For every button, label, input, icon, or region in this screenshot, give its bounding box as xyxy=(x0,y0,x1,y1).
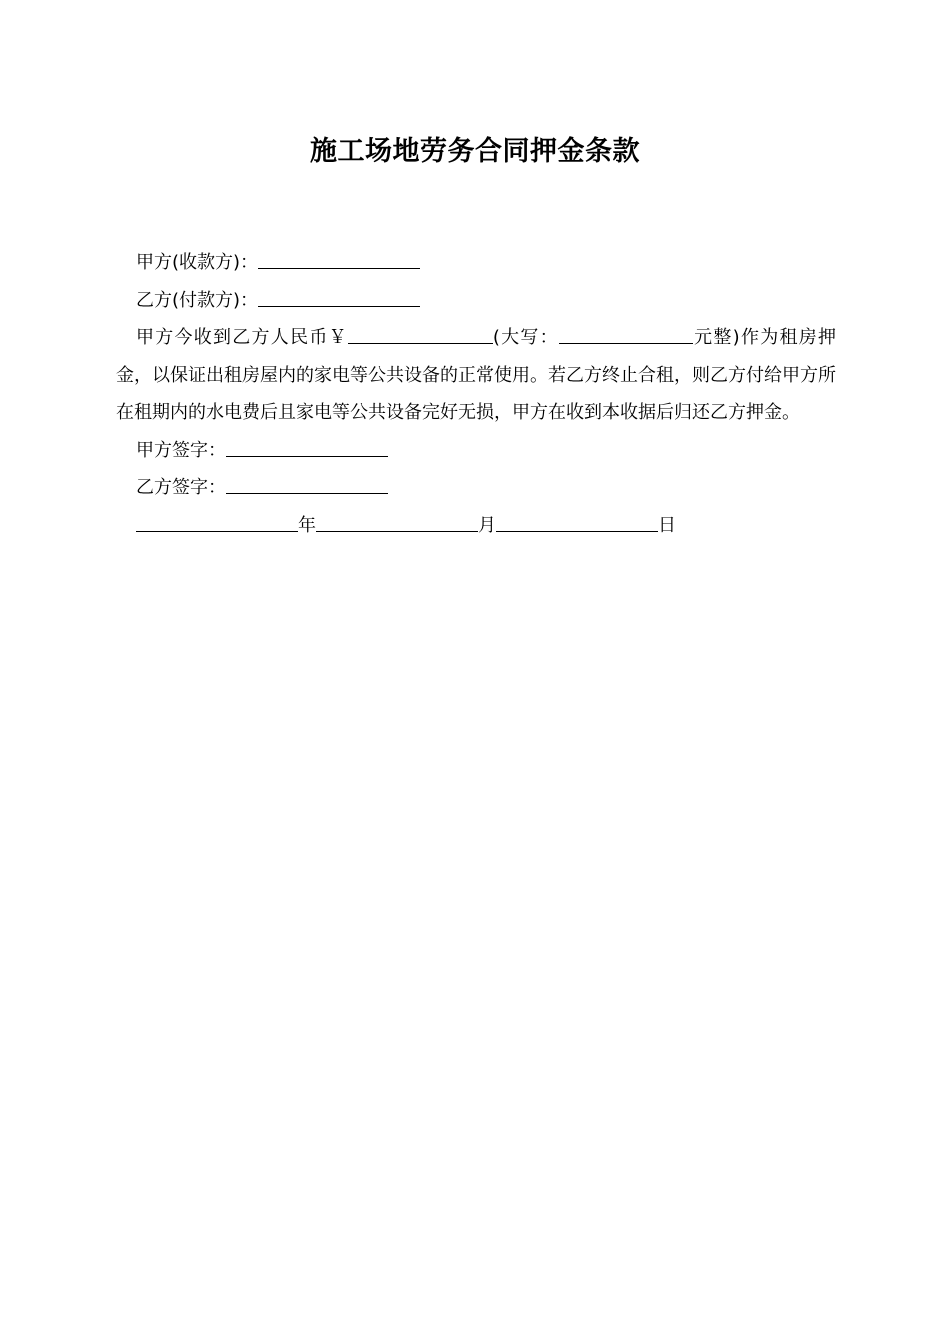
amount-words-blank xyxy=(559,325,693,344)
month-blank xyxy=(316,513,478,532)
sign-b-blank xyxy=(226,475,388,494)
document-title: 施工场地劳务合同押金条款 xyxy=(310,136,640,167)
party-a-line xyxy=(116,244,836,282)
date-month-label: 月 xyxy=(478,514,496,536)
deposit-paragraph xyxy=(116,319,836,432)
date-day-label: 日 xyxy=(658,514,676,536)
sign-a-label: 甲方签字： xyxy=(136,439,226,461)
day-blank xyxy=(496,513,658,532)
party-b-label: 乙方(付款方)： xyxy=(136,289,259,311)
party-b-line xyxy=(116,282,836,320)
sign-b-line xyxy=(116,469,836,507)
date-line xyxy=(116,507,836,545)
deposit-text-1: 甲方今收到乙方人民币￥ xyxy=(136,327,348,348)
document-body xyxy=(116,244,836,544)
date-year-label: 年 xyxy=(298,514,316,536)
deposit-text-2: (大写： xyxy=(492,327,559,348)
party-a-label: 甲方(收款方)： xyxy=(136,252,259,273)
party-b-blank xyxy=(258,288,420,307)
sign-a-blank xyxy=(226,438,388,457)
amount-numeric-blank xyxy=(348,325,493,344)
party-a-blank xyxy=(258,250,420,269)
sign-b-label: 乙方签字： xyxy=(136,477,226,498)
deposit-text-3: 元整)作为租房押金，以保证出租房屋内的家电等公共设备的正常使用。若乙方终止合租，则乙方付给甲方所在租期内的水电费后且家电等公共设备完好无损，甲方在收到本收据后归还乙方押金。 xyxy=(116,327,836,423)
year-blank xyxy=(136,513,298,532)
sign-a-line xyxy=(116,432,836,470)
